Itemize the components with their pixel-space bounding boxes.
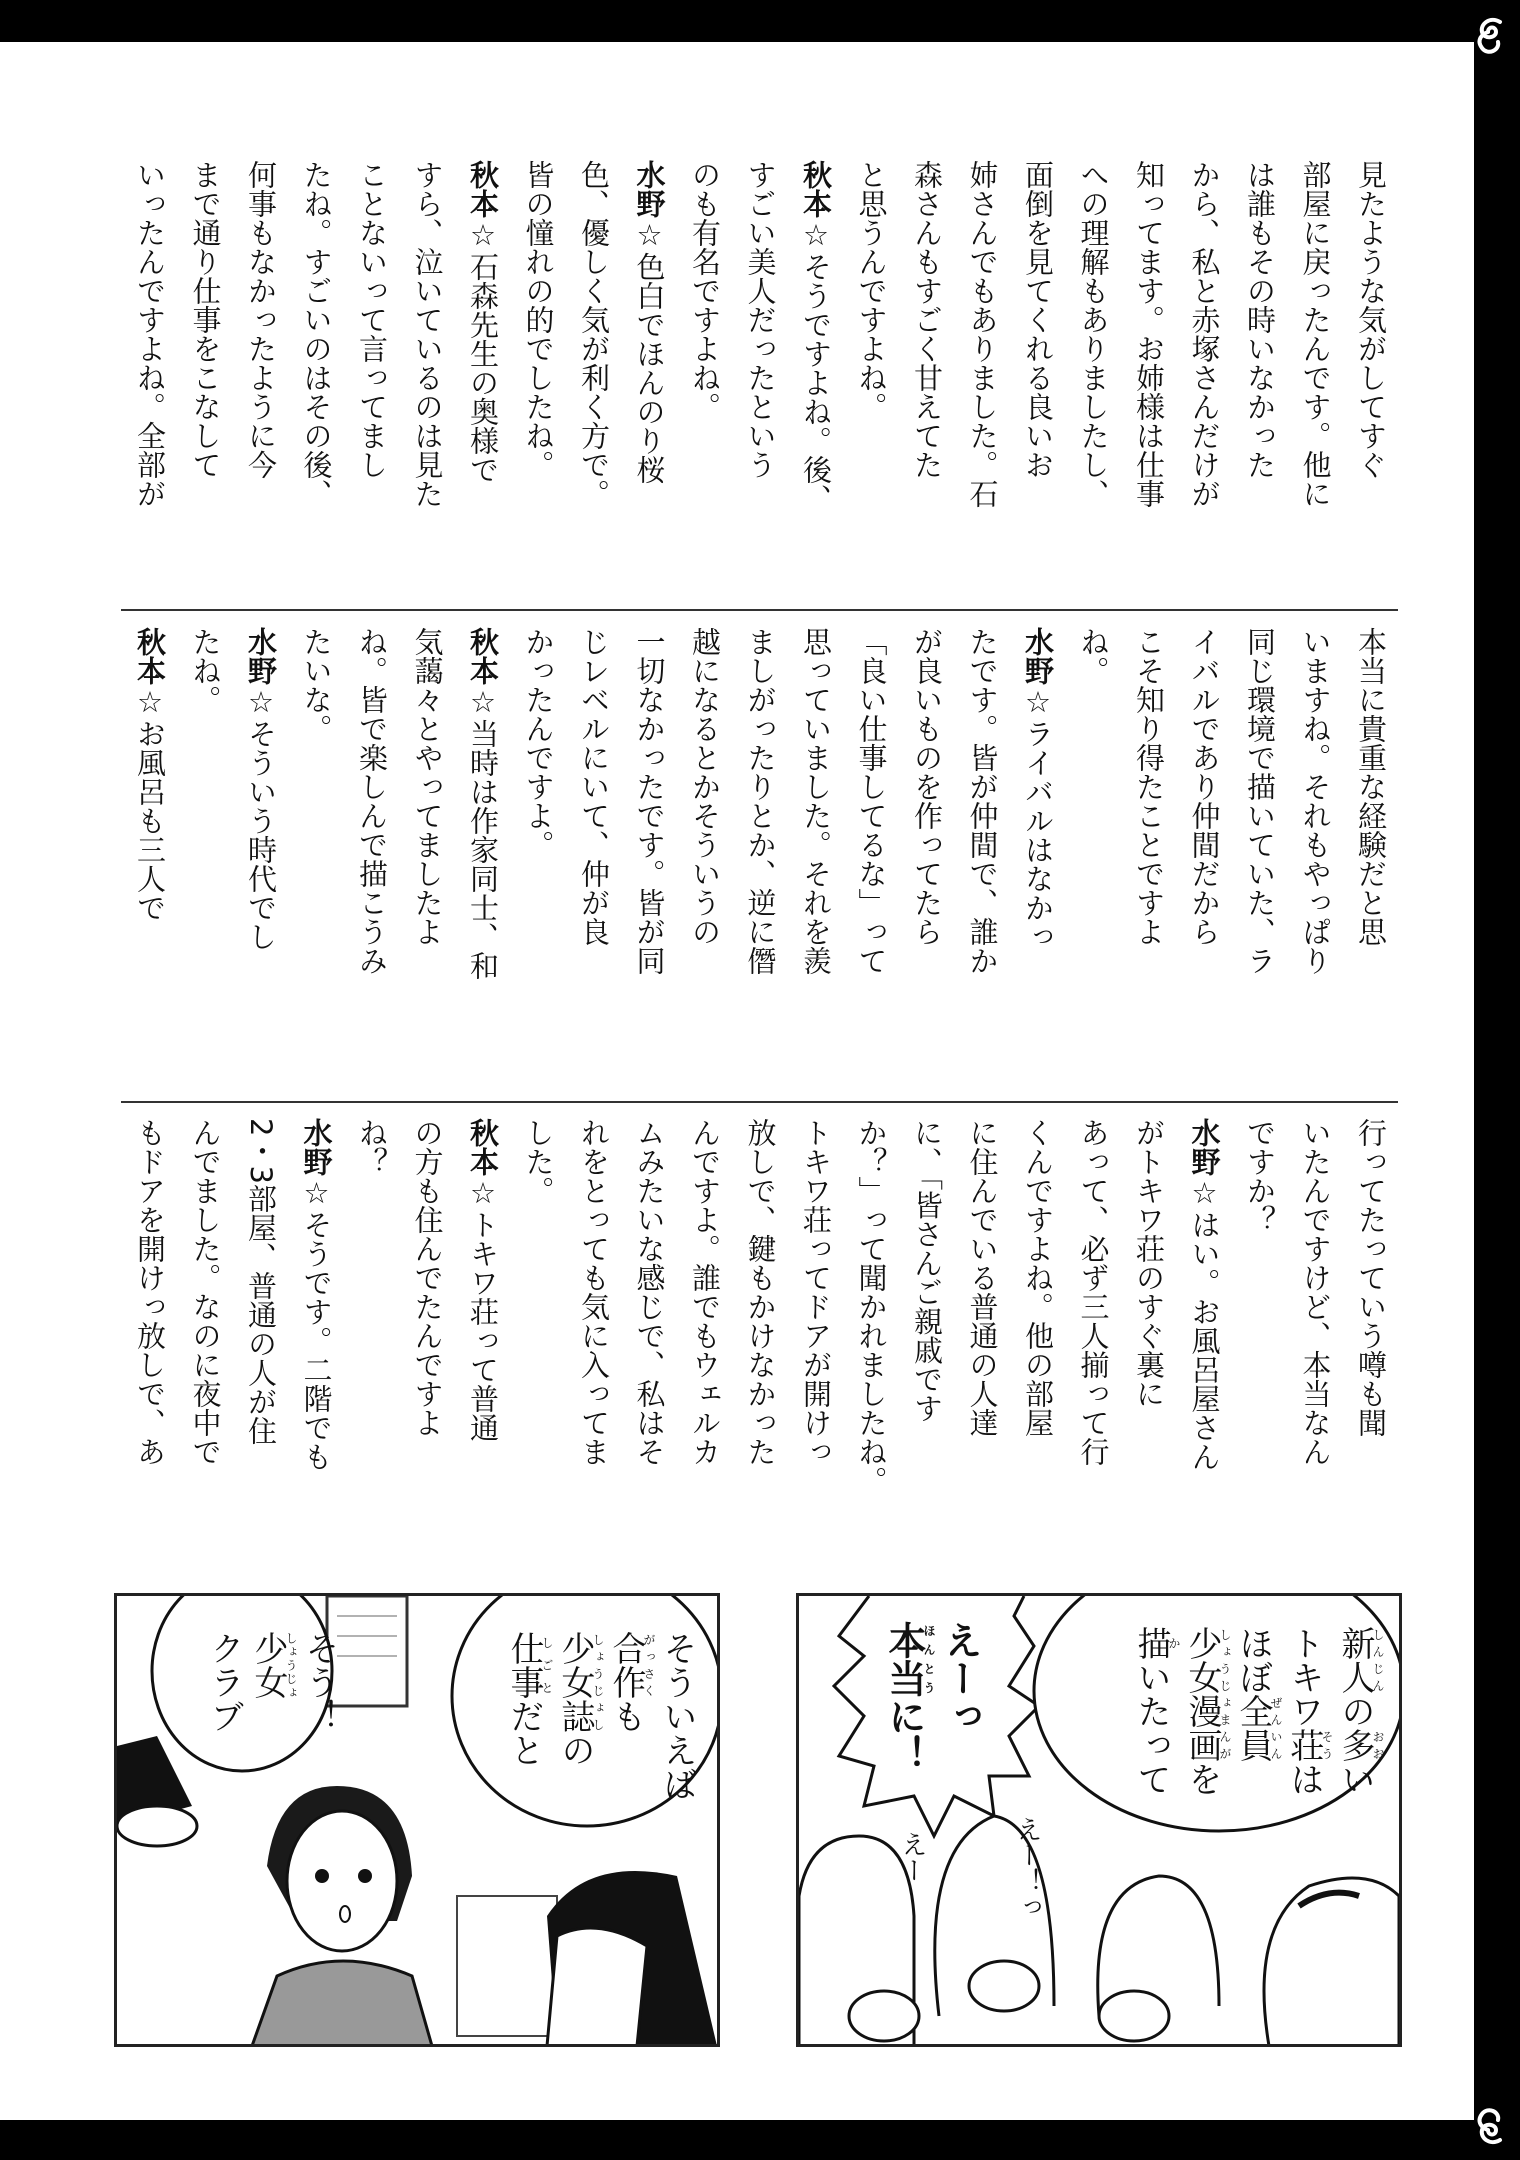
sound-effect: えー！っ xyxy=(1012,1816,1042,1920)
speaker-line xyxy=(455,627,511,1067)
bubble-word: の xyxy=(1335,1694,1375,1728)
column-text: ね？ xyxy=(355,1118,389,1176)
column-text: 面倒を見てくれる良いお xyxy=(1021,160,1055,479)
column-text: じレベルにいて、仲が良 xyxy=(577,627,611,946)
text-column xyxy=(1065,1118,1121,1558)
text-column xyxy=(954,627,1010,1067)
text-column xyxy=(122,1118,178,1558)
column-text: がトキワ荘のすぐ裏に xyxy=(1132,1118,1166,1408)
furigana: しょうじょし xyxy=(591,1631,605,1733)
bottom-frame-bar xyxy=(0,2120,1520,2160)
bubble-word: ほぼ xyxy=(1233,1626,1273,1694)
column-text: こそ知り得たことですよ xyxy=(1132,627,1166,946)
bubble-word: えーっ xyxy=(938,1621,982,1735)
text-column xyxy=(233,160,289,580)
column-text: は誰もその時いなかった xyxy=(1243,160,1277,479)
text-column xyxy=(1343,627,1399,1067)
bubble-word: そういえば xyxy=(657,1631,697,1801)
text-column xyxy=(788,627,844,1067)
column-text: 気藹々とやってましたよ xyxy=(410,627,445,946)
furigana-word: 少女誌しょうじょし xyxy=(555,1631,605,1733)
column-text: ☆トキワ荘って普通 xyxy=(466,1176,500,1442)
bubble-text xyxy=(202,1631,341,1733)
column-text: のも有名ですよね。 xyxy=(688,160,722,421)
column-text: たね。 xyxy=(188,627,223,714)
column-text: んですよ。誰でもウェルカ xyxy=(688,1118,722,1466)
column-text: に、「皆さんご親戚です xyxy=(910,1118,944,1423)
furigana: ほんとう xyxy=(922,1621,936,1697)
text-column xyxy=(233,1118,289,1558)
text-column xyxy=(899,1118,955,1558)
bubble-line xyxy=(655,1631,699,1801)
speaker-name: 秋本 xyxy=(799,160,833,218)
bubble-line xyxy=(935,1621,985,1773)
bubble-text xyxy=(1129,1626,1384,1796)
text-column xyxy=(677,160,733,580)
text-column xyxy=(1065,160,1121,580)
text-column xyxy=(1287,160,1343,580)
column-text: くんですよね。他の部屋 xyxy=(1021,1118,1055,1437)
text-column xyxy=(1287,627,1343,1067)
sound-effect: えー xyxy=(897,1831,927,1883)
furigana: しんじん xyxy=(1371,1626,1385,1694)
swirl-ornament-icon xyxy=(1464,2106,1512,2154)
furigana-word: 仕事しごと xyxy=(504,1631,554,1699)
top-frame-bar xyxy=(0,0,1520,42)
text-column xyxy=(1010,160,1066,580)
furigana: おお xyxy=(1371,1728,1385,1762)
text-column xyxy=(843,627,899,1067)
text-column xyxy=(288,627,344,1067)
column-text: トキワ荘ってドアが開けっ xyxy=(799,1118,833,1466)
furigana-word: 合作がっさく xyxy=(606,1631,656,1699)
column-text: いたんですけど、本当なん xyxy=(1298,1118,1333,1466)
bubble-line xyxy=(1282,1626,1333,1796)
text-column xyxy=(177,1118,233,1558)
column-text: ☆そうです。二階でも xyxy=(299,1176,334,1471)
text-column xyxy=(954,1118,1010,1558)
speaker-name: 水野 xyxy=(299,1118,334,1176)
bubble-line xyxy=(604,1631,655,1801)
text-column xyxy=(399,160,455,580)
bubble-word: い xyxy=(1335,1762,1375,1796)
speaker-name: 水野 xyxy=(1021,627,1055,685)
column-text: 思っていました。それを羨 xyxy=(799,627,833,975)
bubble-line xyxy=(502,1631,553,1801)
column-text: かったんですよ。 xyxy=(521,627,556,859)
text-column xyxy=(899,627,955,1067)
column-text: れをとっても気に入ってま xyxy=(577,1118,611,1466)
column-text: 知ってます。お姉様は仕事 xyxy=(1132,160,1166,508)
column-text: ☆色白でほんのり桜 xyxy=(632,218,667,484)
text-column xyxy=(899,160,955,580)
text-column xyxy=(1065,627,1121,1067)
text-column xyxy=(1121,627,1177,1067)
text-column xyxy=(788,1118,844,1558)
column-text: ね。皆で楽しんで描こうみ xyxy=(355,627,389,975)
section-divider xyxy=(121,609,1398,611)
text-column xyxy=(677,627,733,1067)
interview-text-block-3 xyxy=(122,1118,1398,1558)
manga-panel-right xyxy=(796,1593,1402,2047)
text-column xyxy=(510,1118,566,1558)
speaker-line xyxy=(233,627,289,1067)
text-column xyxy=(1121,1118,1177,1558)
furigana: か xyxy=(1167,1626,1181,1660)
bubble-word: クラブ xyxy=(204,1631,244,1733)
bubble-word: は xyxy=(1284,1762,1324,1796)
column-text: が良いものを作ってたら xyxy=(910,627,944,946)
column-text: ☆はい。お風呂屋さん xyxy=(1187,1176,1222,1471)
column-text: ☆当時は作家同士、和 xyxy=(466,685,500,980)
column-text: たね。すごいのはその後、 xyxy=(299,160,334,508)
column-text: ☆ライバルはなかっ xyxy=(1021,685,1055,951)
bubble-word: を xyxy=(1182,1762,1222,1796)
furigana-word: 描か xyxy=(1131,1626,1181,1660)
text-column xyxy=(1287,1118,1343,1558)
furigana-word: 全員ぜんいん xyxy=(1233,1694,1283,1762)
bubble-word: に！ xyxy=(882,1697,926,1773)
text-column xyxy=(732,627,788,1067)
speaker-name: 水野 xyxy=(1187,1118,1222,1176)
speaker-line xyxy=(1010,627,1066,1067)
column-text: ですか？ xyxy=(1243,1118,1277,1234)
interview-text-block-2 xyxy=(122,627,1398,1067)
column-text: いったんですよね。全部が xyxy=(133,160,167,508)
column-text: いますね。それもやっぱり xyxy=(1298,627,1333,975)
bubble-line xyxy=(246,1631,297,1733)
column-text: への理解もありましたし、 xyxy=(1076,160,1111,508)
speaker-line xyxy=(1176,1118,1232,1558)
interview-text-block-1 xyxy=(122,160,1398,580)
bubble-line xyxy=(879,1621,935,1773)
bubble-word: トキワ xyxy=(1284,1626,1324,1728)
column-text: ☆お風呂も三人で xyxy=(133,685,167,922)
column-text: ことないって言ってまし xyxy=(355,160,389,479)
text-column xyxy=(510,627,566,1067)
speaker-name: 秋本 xyxy=(466,627,500,685)
text-column xyxy=(621,627,677,1067)
column-text: 行ってたっていう噂も聞 xyxy=(1354,1118,1388,1437)
right-frame-bar xyxy=(1474,0,1520,2160)
speaker-name: 秋本 xyxy=(466,160,500,218)
furigana: しょうじょまんが xyxy=(1218,1626,1232,1762)
bubble-word: も xyxy=(606,1699,646,1733)
furigana: しょうじょ xyxy=(284,1631,298,1699)
swirl-ornament-icon xyxy=(1464,8,1512,56)
bubble-line xyxy=(297,1631,341,1733)
furigana-word: 多おお xyxy=(1335,1728,1385,1762)
column-text: すごい美人だったという xyxy=(743,160,778,479)
text-column xyxy=(843,160,899,580)
text-column xyxy=(288,160,344,580)
text-column xyxy=(566,160,622,580)
text-column xyxy=(954,160,1010,580)
speaker-line xyxy=(455,160,511,580)
bubble-line xyxy=(1231,1626,1282,1796)
column-text: たいな。 xyxy=(299,627,334,743)
manga-panel-left xyxy=(114,1593,720,2047)
column-text: 部屋に戻ったんです。他に xyxy=(1298,160,1333,508)
speaker-name: 水野 xyxy=(632,160,667,218)
furigana-word: 少女しょうじょ xyxy=(248,1631,298,1699)
column-text: 森さんもすごく甘えてた xyxy=(910,160,944,479)
text-column xyxy=(1010,1118,1066,1558)
text-column xyxy=(1176,627,1232,1067)
text-column xyxy=(1343,160,1399,580)
column-text: か？」って聞かれましたね。 xyxy=(854,1118,889,1495)
bubble-line xyxy=(1129,1626,1180,1796)
column-text: ましがったりとか、逆に僭 xyxy=(743,627,778,975)
column-text: 色、優しく気が利く方で。 xyxy=(577,160,611,508)
column-text: 見たような気がしてすぐ xyxy=(1354,160,1388,479)
column-text: の方も住んでたんですよ xyxy=(410,1118,445,1437)
text-column xyxy=(177,627,233,1067)
furigana: そう xyxy=(1320,1728,1334,1762)
bubble-word: の xyxy=(555,1733,595,1767)
column-text: 一切なかったです。皆が同 xyxy=(632,627,667,975)
furigana-word: 本当ほんとう xyxy=(882,1621,936,1697)
column-text: ☆石森先生の奥様で xyxy=(466,218,500,484)
bubble-word: だと xyxy=(504,1699,544,1767)
column-text: ムみたいな感じで、私はそ xyxy=(632,1118,667,1466)
text-column xyxy=(399,1118,455,1558)
speaker-line xyxy=(621,160,677,580)
character-shirt xyxy=(252,1961,432,2044)
text-column xyxy=(344,1118,400,1558)
column-text: から、私と赤塚さんだけが xyxy=(1187,160,1222,508)
furigana-word: 新人しんじん xyxy=(1335,1626,1385,1694)
text-column xyxy=(621,1118,677,1558)
column-text: 同じ環境で描いていた、ラ xyxy=(1243,627,1277,975)
bubble-text xyxy=(502,1631,699,1801)
text-column xyxy=(122,160,178,580)
column-text: まで通り仕事をこなして xyxy=(188,160,223,479)
column-text: たです。皆が仲間で、誰か xyxy=(965,627,1000,975)
speaker-name: 秋本 xyxy=(466,1118,500,1176)
bubble-word: いたって xyxy=(1131,1660,1171,1796)
bubble-line xyxy=(1180,1626,1231,1796)
column-text: に住んでいる普通の人達 xyxy=(965,1118,1000,1437)
text-column xyxy=(732,160,788,580)
text-column xyxy=(1232,160,1288,580)
column-text: 姉さんでもありました。石 xyxy=(965,160,1000,508)
column-text: 2・3部屋、普通の人が住 xyxy=(244,1118,278,1445)
speaker-name: 水野 xyxy=(244,627,278,685)
speaker-name: 秋本 xyxy=(133,627,167,685)
text-column xyxy=(566,1118,622,1558)
text-column xyxy=(677,1118,733,1558)
column-text: 何事もなかったように今 xyxy=(244,160,278,479)
section-divider xyxy=(121,1101,1398,1103)
text-column xyxy=(344,627,400,1067)
column-text: ☆そういう時代でし xyxy=(244,685,278,951)
speaker-line xyxy=(788,160,844,580)
speaker-line xyxy=(455,1118,511,1558)
speaker-line xyxy=(122,627,178,1067)
column-text: と思うんですよね。 xyxy=(854,160,889,421)
bubble-line xyxy=(1333,1626,1384,1796)
column-text: イバルであり仲間だから xyxy=(1187,627,1222,946)
bubble-line xyxy=(202,1631,246,1733)
furigana-word: 少女漫画しょうじょまんが xyxy=(1182,1626,1232,1762)
column-text: もドアを開けっ放しで、あ xyxy=(133,1118,167,1466)
text-column xyxy=(344,160,400,580)
column-text: すら、泣いているのは見た xyxy=(410,160,445,508)
column-text: ☆そうですよね。後、 xyxy=(799,218,833,513)
text-column xyxy=(1232,627,1288,1067)
bubble-word: そう！ xyxy=(299,1631,339,1733)
column-text: 皆の憧れの的でしたね。 xyxy=(521,160,556,479)
text-column xyxy=(566,627,622,1067)
column-text: 本当に貴重な経験だと思 xyxy=(1354,627,1388,946)
column-text: 越になるとかそういうの xyxy=(688,627,722,946)
speaker-line xyxy=(288,1118,344,1558)
text-column xyxy=(1176,160,1232,580)
column-text: 「良い仕事してるな」って xyxy=(854,627,889,975)
text-column xyxy=(1121,160,1177,580)
text-column xyxy=(843,1118,899,1558)
furigana-word: 荘そう xyxy=(1284,1728,1334,1762)
text-column xyxy=(1343,1118,1399,1558)
text-column xyxy=(177,160,233,580)
bubble-line xyxy=(553,1631,604,1801)
column-text: ね。 xyxy=(1076,627,1111,685)
text-column xyxy=(732,1118,788,1558)
text-column xyxy=(510,160,566,580)
furigana: しごと xyxy=(540,1631,554,1699)
furigana: がっさく xyxy=(642,1631,656,1699)
column-text: 放しで、鍵もかけなかった xyxy=(743,1118,778,1466)
furigana: ぜんいん xyxy=(1269,1694,1283,1762)
shout-text xyxy=(879,1621,985,1773)
column-text: した。 xyxy=(521,1118,556,1205)
column-text: んでました。なのに夜中で xyxy=(188,1118,223,1466)
text-column xyxy=(1232,1118,1288,1558)
column-text: あって、必ず三人揃って行 xyxy=(1076,1118,1111,1466)
text-column xyxy=(399,627,455,1067)
